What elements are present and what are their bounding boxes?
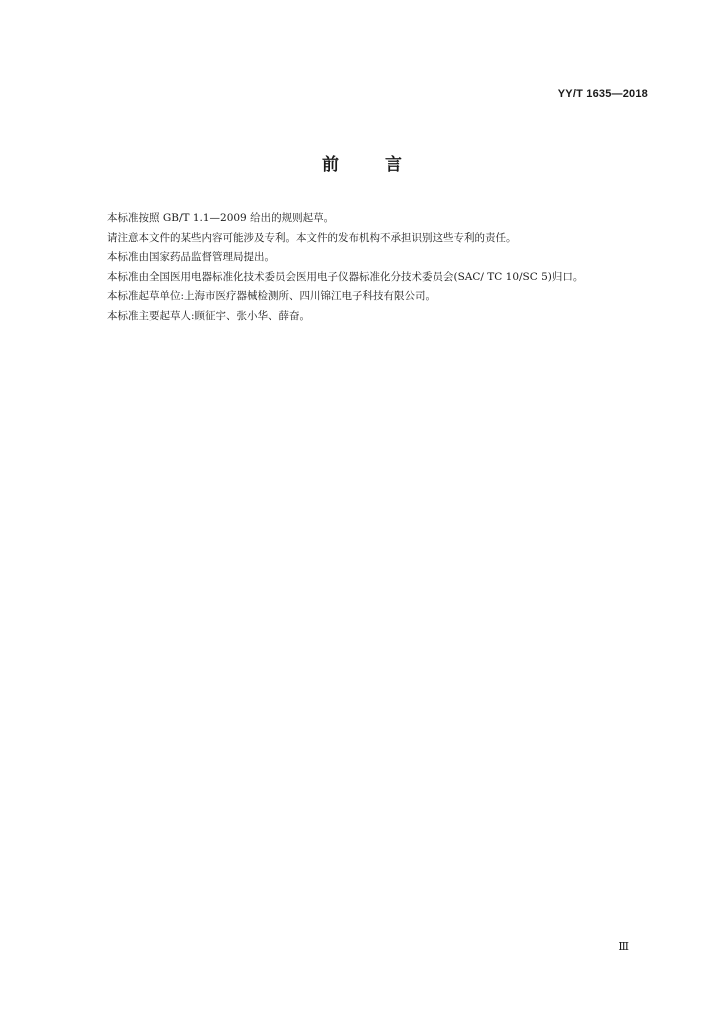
standard-code: YY/T 1635—2018 <box>557 88 648 100</box>
paragraph-drafting-rules: 本标准按照 GB/T 1.1—2009 给出的规则起草。 <box>107 212 335 224</box>
paragraph-drafting-units: 本标准起草单位:上海市医疗器械检测所、四川锦江电子科技有限公司。 <box>107 290 437 303</box>
page-number: Ⅲ <box>618 941 629 953</box>
paragraph-proposer: 本标准由国家药品监督管理局提出。 <box>107 251 275 264</box>
paragraph-committee: 本标准由全国医用电器标准化技术委员会医用电子仪器标准化分技术委员会(SAC/ TC 10/SC 5)归口。 <box>107 270 584 283</box>
foreword-body <box>86 209 648 327</box>
page-title: 前言 <box>322 155 448 175</box>
paragraph-drafters: 本标准主要起草人:顾征宇、张小华、薛奋。 <box>107 309 311 322</box>
paragraph-patent-notice: 请注意本文件的某些内容可能涉及专利。本文件的发布机构不承担识别这些专利的责任。 <box>107 231 517 244</box>
